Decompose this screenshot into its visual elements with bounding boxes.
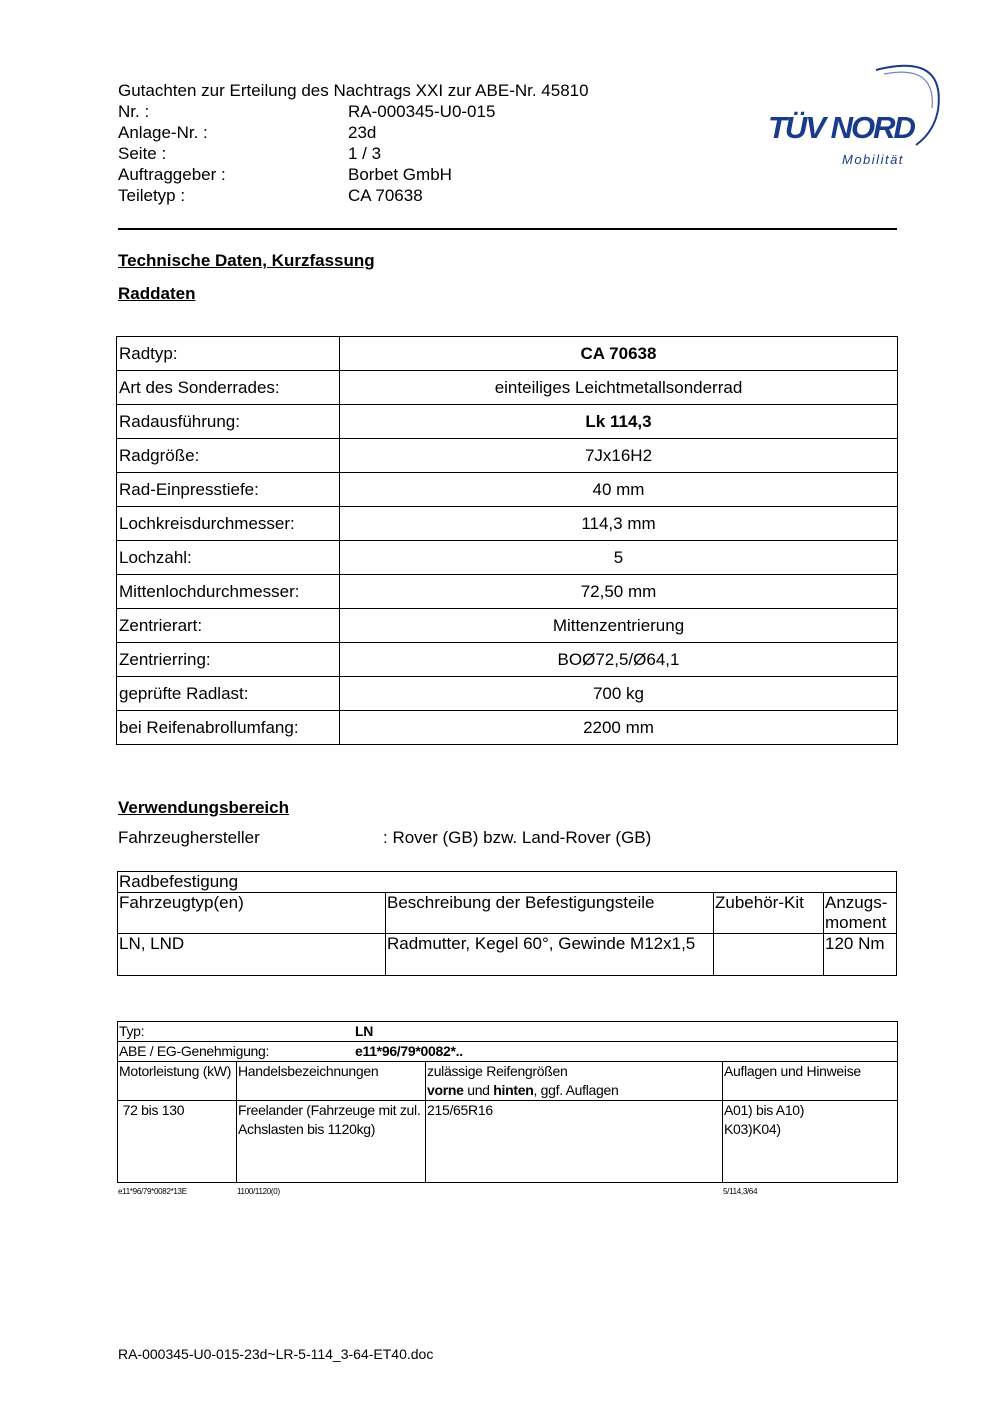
- fixing-cell: Radmutter, Kegel 60°, Gewinde M12x1,5: [386, 934, 714, 976]
- vehicle-header-cell: Motorleistung (kW): [118, 1062, 237, 1101]
- fixing-header-cell: Beschreibung der Befestigungsteile: [386, 893, 714, 934]
- approval-cell: [118, 1042, 898, 1062]
- section-title-tech: Technische Daten, Kurzfassung: [118, 251, 375, 270]
- wheel-value-cell: einteiliges Leichtmetallsonderrad: [340, 371, 898, 405]
- approval-code: e11*96/79*0082*13E: [118, 1187, 187, 1196]
- fixing-header-cell: Fahrzeugtyp(en): [118, 893, 386, 934]
- wheel-value-cell: Lk 114,3: [340, 405, 898, 439]
- table-row: [118, 872, 897, 893]
- wheel-value-cell: 700 kg: [340, 677, 898, 711]
- tires-header-front: vorne: [427, 1082, 464, 1098]
- wheel-label-cell: Art des Sonderrades:: [117, 371, 340, 405]
- header-label: Nr. :: [118, 102, 150, 121]
- document-header: [118, 80, 589, 206]
- vehicle-cell-power: 72 bis 130: [118, 1101, 237, 1183]
- table-row: [117, 575, 898, 609]
- tires-header-line1: zulässige Reifengrößen: [427, 1063, 568, 1079]
- wheel-label-cell: Radtyp:: [117, 337, 340, 371]
- header-value: RA-000345-U0-015: [348, 102, 496, 121]
- tuv-nord-logo: [766, 60, 946, 175]
- table-row: [117, 643, 898, 677]
- vehicle-header-cell: [426, 1062, 723, 1101]
- document-title: Gutachten zur Erteilung des Nachtrags XXI zur ABE-Nr. 45810: [118, 81, 589, 100]
- header-label: Seite :: [118, 144, 167, 163]
- table-row: [117, 337, 898, 371]
- vehicle-cell-notes: [723, 1101, 898, 1183]
- fixing-title: Radbefestigung: [118, 872, 897, 893]
- wheel-label-cell: Lochzahl:: [117, 541, 340, 575]
- wheel-value-cell: CA 70638: [340, 337, 898, 371]
- header-value: Borbet GmbH: [348, 165, 452, 184]
- header-value: 23d: [348, 123, 377, 142]
- fixing-header-cell: Zubehör-Kit: [714, 893, 824, 934]
- header-label: Anlage-Nr. :: [118, 123, 208, 142]
- vehicle-cell-tires: 215/65R16: [426, 1101, 723, 1183]
- wheel-label-cell: Zentrierart:: [117, 609, 340, 643]
- tires-header-and: und: [463, 1082, 494, 1098]
- vehicle-type-table: [117, 1021, 898, 1183]
- wheel-value-cell: 114,3 mm: [340, 507, 898, 541]
- header-divider: [118, 228, 897, 230]
- type-value: LN: [355, 1023, 374, 1039]
- fixing-cell: [714, 934, 824, 976]
- table-row: [118, 893, 897, 934]
- notes-line: A01) bis A10): [724, 1102, 805, 1118]
- fixing-header-cell: Anzugs-moment: [824, 893, 897, 934]
- header-label: Teiletyp :: [118, 186, 186, 205]
- table-row: [117, 711, 898, 745]
- wheel-value-cell: 40 mm: [340, 473, 898, 507]
- wheel-label-cell: geprüfte Radlast:: [117, 677, 340, 711]
- fixing-cell: 120 Nm: [824, 934, 897, 976]
- header-value: CA 70638: [348, 186, 423, 205]
- tires-header-rest: , ggf. Auflagen: [533, 1082, 619, 1098]
- wheel-label-cell: Zentrierring:: [117, 643, 340, 677]
- wheel-data-table: [116, 336, 898, 745]
- table-row: [117, 677, 898, 711]
- notes-line: K03)K04): [724, 1121, 781, 1137]
- wheel-value-cell: BOØ72,5/Ø64,1: [340, 643, 898, 677]
- header-row-anlage: [118, 122, 589, 143]
- header-row-nr: [118, 101, 589, 122]
- wheel-fixing-table: [117, 871, 897, 976]
- section-title-raddaten: Raddaten: [118, 284, 196, 303]
- vehicle-header-cell: Handelsbezeichnungen: [237, 1062, 426, 1101]
- wheel-label-cell: Lochkreisdurchmesser:: [117, 507, 340, 541]
- manufacturer-line: [118, 828, 651, 848]
- header-row-teiletyp: [118, 185, 589, 206]
- wheel-value-cell: 72,50 mm: [340, 575, 898, 609]
- header-label: Auftraggeber :: [118, 165, 226, 184]
- manufacturer-value: : Rover (GB) bzw. Land-Rover (GB): [383, 828, 652, 847]
- wheel-label-cell: Radausführung:: [117, 405, 340, 439]
- vehicle-header-cell: Auflagen und Hinweise: [723, 1062, 898, 1101]
- wheel-label-cell: Rad-Einpresstiefe:: [117, 473, 340, 507]
- table-row: [118, 1101, 898, 1183]
- table-row: [118, 934, 897, 976]
- table-row: [117, 439, 898, 473]
- table-row: [117, 541, 898, 575]
- table-row: [117, 405, 898, 439]
- table-row: [117, 507, 898, 541]
- wheel-code: 5/114,3/64: [723, 1187, 758, 1196]
- type-cell: [118, 1022, 898, 1042]
- approval-value: e11*96/79*0082*..: [355, 1043, 463, 1059]
- wheel-label-cell: bei Reifenabrollumfang:: [117, 711, 340, 745]
- header-value: 1 / 3: [348, 144, 382, 163]
- section-title-verwendung: Verwendungsbereich: [118, 798, 289, 817]
- tires-header-rear: hinten: [493, 1082, 534, 1098]
- type-label: Typ:: [119, 1023, 145, 1039]
- wheel-label-cell: Radgröße:: [117, 439, 340, 473]
- wheel-value-cell: 7Jx16H2: [340, 439, 898, 473]
- footer-filename: RA-000345-U0-015-23d~LR-5-114_3-64-ET40.doc: [118, 1346, 434, 1362]
- table-row: [118, 1042, 898, 1062]
- approval-label: ABE / EG-Genehmigung:: [119, 1043, 270, 1059]
- wheel-value-cell: Mittenzentrierung: [340, 609, 898, 643]
- logo-subtitle: Mobilität: [842, 152, 904, 167]
- header-row-seite: [118, 143, 589, 164]
- vehicle-cell-names: Freelander (Fahrzeuge mit zul. Achslasten bis 1120kg): [237, 1101, 426, 1183]
- wheel-value-cell: 5: [340, 541, 898, 575]
- table-row: [117, 609, 898, 643]
- logo-wordmark: TÜV NORD: [768, 110, 914, 145]
- wheel-label-cell: Mittenlochdurchmesser:: [117, 575, 340, 609]
- table-row: [118, 1022, 898, 1042]
- table-row: [117, 371, 898, 405]
- fixing-cell: LN, LND: [118, 934, 386, 976]
- axle-load-code: 1100/1120(0): [237, 1187, 280, 1196]
- header-row-auftraggeber: [118, 164, 589, 185]
- table-row: [117, 473, 898, 507]
- wheel-value-cell: 2200 mm: [340, 711, 898, 745]
- table-row: [118, 1062, 898, 1101]
- manufacturer-label: Fahrzeughersteller: [118, 828, 260, 847]
